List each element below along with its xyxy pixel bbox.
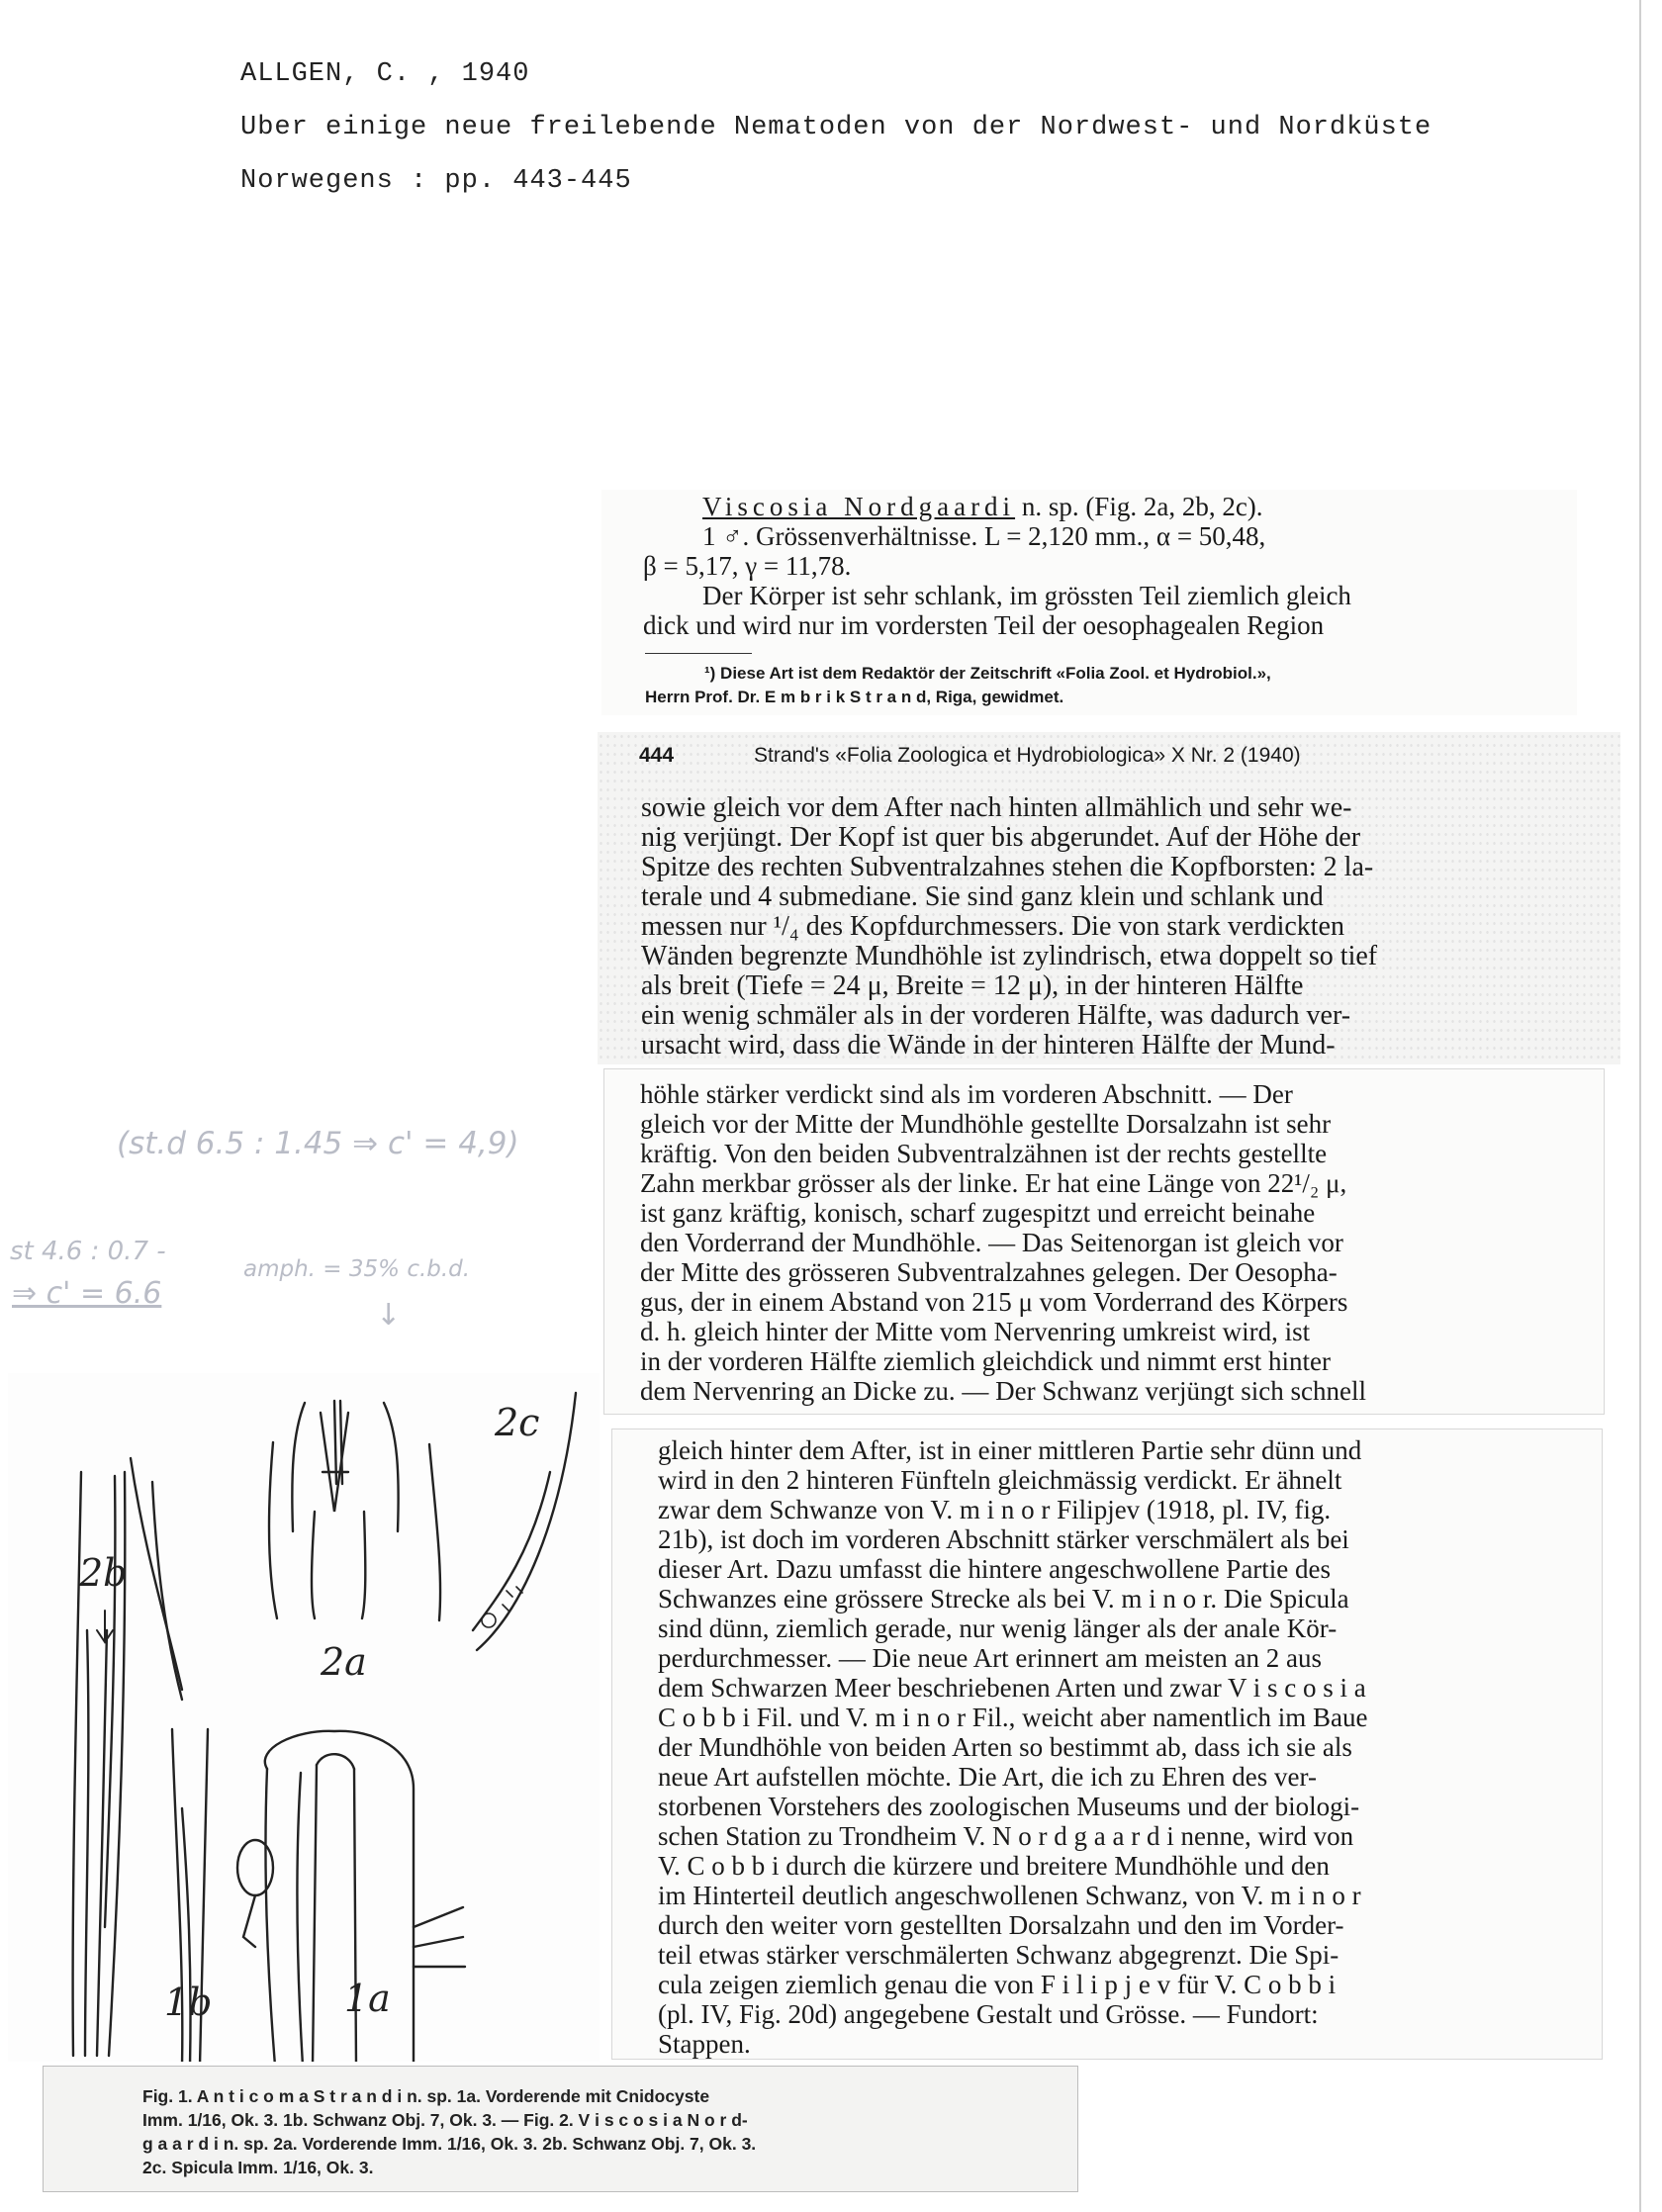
footnote-rule <box>645 653 752 654</box>
body-text-line: dick und wird nur im vordersten Teil der oesophagealen Region <box>643 610 1325 640</box>
clipping-species-description <box>601 490 1577 715</box>
figure-caption <box>43 2066 1078 2192</box>
figure-label-2c: 2c <box>495 1401 540 1444</box>
scan-edge <box>1639 0 1641 2212</box>
figure-label-1b: 1b <box>164 1981 213 2024</box>
body-text-line: dieser Art. Dazu umfasst die hintere angeschwollene Partie des <box>658 1554 1332 1584</box>
body-text-line: zwar dem Schwanze von V. m i n o r Filipjev (1918, pl. IV, fig. <box>658 1495 1332 1524</box>
body-text-line: ist ganz kräftig, konisch, scharf zugespitzt und erreicht beinahe <box>640 1198 1316 1228</box>
body-text-line: cula zeigen ziemlich genau die von F i l i p j e v für V. C o b b i <box>658 1970 1337 1999</box>
body-text-line: storbenen Vorstehers des zoologischen Museums und der biologi- <box>658 1792 1360 1821</box>
caption-line: 2c. Spicula Imm. 1/16, Ok. 3. <box>142 2158 374 2177</box>
citation-pages: Norwegens : pp. 443-445 <box>240 166 632 196</box>
body-text-line: in der vorderen Hälfte ziemlich gleichdick und nimmt erst hinter <box>640 1346 1332 1376</box>
nematode-drawings <box>8 1373 600 2062</box>
figure-label-2a: 2a <box>321 1640 367 1684</box>
species-name: Viscosia Nordgaardi <box>702 492 1016 521</box>
body-text-line: Schwanzes eine grössere Strecke als bei V. m i n o r. Die Spicula <box>658 1584 1349 1613</box>
citation-author-year: ALLGEN, C. , 1940 <box>240 59 530 89</box>
body-text-line: gleich hinter dem After, ist in einer mittleren Partie sehr dünn und <box>658 1435 1362 1465</box>
body-text-line: kräftig. Von den beiden Subventralzähnen ist der rechts gestellte <box>640 1139 1328 1168</box>
pencil-annotation: amph. = 35% c.b.d. <box>243 1256 471 1282</box>
body-text-line: ursacht wird, dass die Wände in der hinteren Hälfte der Mund- <box>641 1031 1336 1060</box>
body-text-line: wird in den 2 hinteren Fünfteln gleichmässig verdickt. Er ähnelt <box>658 1465 1342 1495</box>
body-text-line: messen nur ¹/₄ des Kopfdurchmessers. Die von stark verdickten <box>641 912 1344 942</box>
figure-plate <box>8 1373 600 2062</box>
caption-line: Fig. 1. A n t i c o m a S t r a n d i n. sp. 1a. Vorderende mit Cnidocyste <box>142 2086 710 2106</box>
pencil-annotation: st 4.6 : 0.7 - <box>10 1237 166 1266</box>
clipping-continuation-2 <box>611 1429 1603 2060</box>
drawing-2a-anterior <box>269 1401 440 1620</box>
body-text-line: terale und 4 submediane. Sie sind ganz klein und schlank und <box>641 882 1324 912</box>
body-text-line: 21b), ist doch im vorderen Abschnitt stärker verschmälert als bei <box>658 1524 1349 1554</box>
body-text-line: höhle stärker verdickt sind als im vorderen Abschnitt. — Der <box>640 1079 1293 1109</box>
figure-label-2b: 2b <box>79 1551 128 1595</box>
arrow-2b <box>97 1611 113 1642</box>
body-text-line: gleich vor der Mitte der Mundhöhle gestellte Dorsalzahn ist sehr <box>640 1109 1332 1139</box>
body-text-line: dem Nervenring an Dicke zu. — Der Schwanz verjüngt sich schnell <box>640 1376 1367 1406</box>
footnote: ¹) Diese Art ist dem Redaktör der Zeitschrift «Folia Zool. et Hydrobiol.», Herrn Prof. Dr. E m b r i k S t r a n d, Riga, gewidmet. <box>645 664 1271 706</box>
body-text-line: (pl. IV, Fig. 20d) angegebene Gestalt und Grösse. — Fundort: <box>658 1999 1319 2029</box>
body-text-line: der Mitte des grösseren Subventralzahnes gelegen. Der Oesopha- <box>640 1257 1338 1287</box>
body-text-line: nig verjüngt. Der Kopf ist quer bis abgerundet. Auf der Höhe der <box>641 823 1361 853</box>
body-text-line: Spitze des rechten Subventralzahnes stehen die Kopfborsten: 2 la- <box>641 853 1374 882</box>
body-text-line: gus, der in einem Abstand von 215 μ vom Vorderrand des Körpers <box>640 1287 1348 1317</box>
body-text-line: als breit (Tiefe = 24 μ, Breite = 12 μ), in der hinteren Hälfte <box>641 971 1304 1001</box>
caption-line: Imm. 1/16, Ok. 3. 1b. Schwanz Obj. 7, Ok. 3. — Fig. 2. V i s c o s i a N o r d- <box>142 2110 748 2130</box>
body-text-line: Stappen. <box>658 2029 751 2059</box>
body-text-line: V. C o b b i durch die kürzere und breitere Mundhöhle und den <box>658 1851 1330 1881</box>
body-text-line: teil etwas stärker verschmälerten Schwanz abgegrenzt. Die Spi- <box>658 1940 1339 1970</box>
body-text-line: Wänden begrenzte Mundhöhle ist zylindrisch, etwa doppelt so tief <box>641 942 1378 971</box>
page-number: 444 <box>639 744 675 767</box>
document-header <box>240 47 1431 208</box>
body-text-line: dem Schwarzen Meer beschriebenen Arten und zwar V i s c o s i a <box>658 1673 1366 1703</box>
running-head: Strand's «Folia Zoologica et Hydrobiologica» X Nr. 2 (1940) <box>754 744 1301 767</box>
body-text-line: Zahn merkbar grösser als der linke. Er hat eine Länge von 22¹/₂ μ, <box>640 1168 1347 1198</box>
pencil-annotation: ⇒ c' = 6.6 <box>12 1276 162 1311</box>
body-text-line: neue Art aufstellen möchte. Die Art, die ich zu Ehren des ver- <box>658 1762 1317 1792</box>
measurements-line: β = 5,17, γ = 11,78. <box>643 551 852 581</box>
body-text-line: der Mundhöhle von beiden Arten so bestimmt ab, dass ich sie als <box>658 1732 1352 1762</box>
body-text-line: schen Station zu Trondheim V. N o r d g a a r d i nenne, wird von <box>658 1821 1354 1851</box>
body-text-line: d. h. gleich hinter der Mitte vom Nervenring umkreist wird, ist <box>640 1317 1311 1346</box>
citation-title: Uber einige neue freilebende Nematoden von der Nordwest- und Nordküste <box>240 113 1432 142</box>
species-heading-line: Viscosia Nordgaardi n. sp. (Fig. 2a, 2b, 2c). <box>702 492 1263 521</box>
clipping-page-444 <box>598 732 1620 1064</box>
body-text-line: den Vorderrand der Mundhöhle. — Das Seitenorgan ist gleich vor <box>640 1228 1343 1257</box>
body-text-line: ein wenig schmäler als in der vorderen Hälfte, was dadurch ver- <box>641 1001 1351 1031</box>
body-text-line: im Hinterteil deutlich angeschwollenen Schwanz, von V. m i n o r <box>658 1881 1361 1910</box>
body-text-line: Der Körper ist sehr schlank, im grössten Teil ziemlich gleich <box>702 581 1351 610</box>
body-text-line: C o b b i Fil. und V. m i n o r Fil., weicht aber namentlich im Baue <box>658 1703 1368 1732</box>
body-text-line: sind dünn, ziemlich gerade, nur wenig länger als der anale Kör- <box>658 1613 1338 1643</box>
pencil-arrow: ↓ <box>376 1298 402 1333</box>
caption-line: g a a r d i n. sp. 2a. Vorderende Imm. 1/16, Ok. 3. 2b. Schwanz Obj. 7, Ok. 3. <box>142 2134 757 2154</box>
body-text-line: perdurchmesser. — Die neue Art erinnert am meisten an 2 aus <box>658 1643 1323 1673</box>
drawing-2b-tail <box>73 1458 182 2056</box>
body-text-line: sowie gleich vor dem After nach hinten allmählich und sehr we- <box>641 793 1352 823</box>
body-text-line: durch den weiter vorn gestellten Dorsalzahn und den im Vorder- <box>658 1910 1344 1940</box>
measurements-line: 1 ♂. Grössenverhältnisse. L = 2,120 mm., α = 50,48, <box>702 521 1266 551</box>
clipping-continuation <box>603 1068 1605 1415</box>
pencil-annotation: (st.d 6.5 : 1.45 ⇒ c' = 4,9) <box>117 1126 519 1161</box>
figure-label-1a: 1a <box>344 1977 391 2020</box>
